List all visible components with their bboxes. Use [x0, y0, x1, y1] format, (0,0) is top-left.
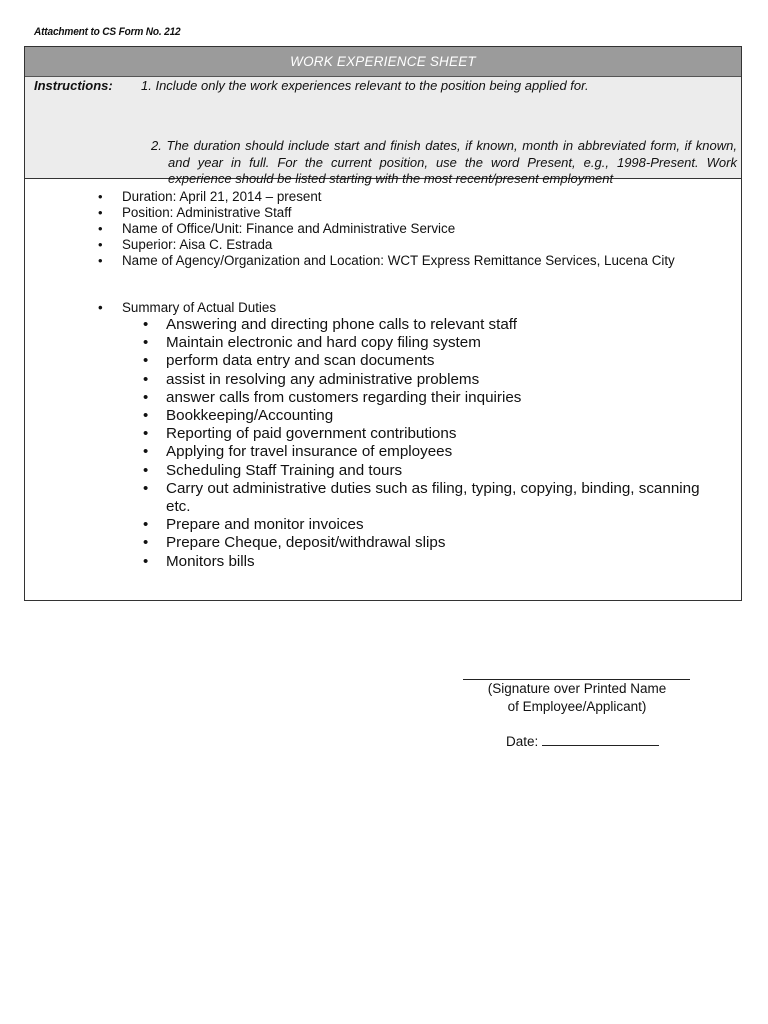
duty-item: • Carry out administrative duties such as filing, typing, copying, binding, scanning etc. [141, 480, 701, 516]
date-field [506, 733, 659, 749]
experience-details-list [98, 189, 738, 269]
signature-caption [470, 680, 684, 715]
instructions-box [25, 77, 741, 186]
duty-item: • perform data entry and scan documents [141, 352, 701, 370]
instruction-1-text: Include only the work experiences relevant to the position being applied for. [155, 78, 589, 93]
duty-item: • Maintain electronic and hard copy filing system [141, 334, 701, 352]
instruction-2-number: 2. [151, 138, 162, 153]
signature-caption-line-2: of Employee/Applicant) [507, 698, 647, 714]
date-blank-line [542, 733, 659, 746]
instructions-label: Instructions: [34, 78, 113, 93]
instruction-item-2 [151, 138, 737, 188]
instruction-1-number: 1. [141, 78, 152, 93]
duty-item: • Prepare Cheque, deposit/withdrawal slips [141, 534, 701, 552]
instruction-2-text: The duration should include start and finish dates, if known, month in abbreviated form, if known, and year in full. For the current position, use the word Present, e.g., 1998-Present. Work experience should be listed starting with the most recent/present employment [166, 138, 737, 186]
detail-position: • Position: Administrative Staff [98, 205, 738, 221]
date-label: Date: [506, 734, 539, 749]
detail-agency-location: • Name of Agency/Organization and Location: WCT Express Remittance Services, Lucena City [98, 253, 738, 269]
duty-item: • answer calls from customers regarding their inquiries [141, 389, 701, 407]
duty-item: • Reporting of paid government contributions [141, 425, 701, 443]
detail-duration: • Duration: April 21, 2014 – present [98, 189, 738, 205]
work-experience-sheet [24, 46, 742, 601]
duty-item: • Answering and directing phone calls to relevant staff [141, 316, 701, 334]
detail-superior: • Superior: Aisa C. Estrada [98, 237, 738, 253]
summary-of-duties-heading: • Summary of Actual Duties [98, 300, 276, 315]
duty-item: • Applying for travel insurance of employees [141, 443, 701, 461]
signature-caption-line-1: (Signature over Printed Name [487, 681, 667, 696]
duties-list [141, 316, 701, 571]
duty-item: • Prepare and monitor invoices [141, 516, 701, 534]
duty-item: • Bookkeeping/Accounting [141, 407, 701, 425]
duty-item: • Scheduling Staff Training and tours [141, 462, 701, 480]
detail-office-unit: • Name of Office/Unit: Finance and Administrative Service [98, 221, 738, 237]
duty-item: • assist in resolving any administrative problems [141, 371, 701, 389]
sheet-title: WORK EXPERIENCE SHEET [25, 47, 741, 77]
attachment-label: Attachment to CS Form No. 212 [34, 26, 181, 38]
instruction-item-1 [141, 78, 589, 93]
duty-item: • Monitors bills [141, 553, 701, 571]
